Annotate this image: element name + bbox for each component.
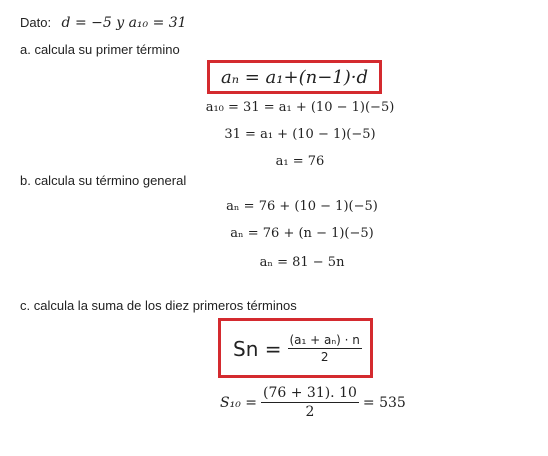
given-data-line	[20, 14, 187, 32]
sum-result-rhs: = 535	[362, 394, 406, 411]
given-formula: d = −5 y a₁₀ = 31	[61, 15, 187, 31]
general-term-formula: aₙ = a₁+(n−1)·d	[221, 67, 368, 88]
part-b-step-1: aₙ = 76 + (10 − 1)(−5)	[226, 199, 378, 214]
part-b-step-2: aₙ = 76 + (n − 1)(−5)	[230, 226, 374, 241]
sum-result	[220, 385, 406, 420]
sum-result-fraction	[261, 385, 359, 420]
sum-formula-fraction	[288, 333, 362, 364]
sum-formula-box	[218, 318, 373, 378]
part-a-step-2: 31 = a₁ + (10 − 1)(−5)	[224, 127, 376, 142]
part-a-step-3: a₁ = 76	[275, 154, 325, 169]
sum-result-denominator: 2	[305, 404, 315, 420]
sum-formula-numerator: (a₁ + aₙ) · n	[289, 333, 360, 347]
sum-result-numerator: (76 + 31). 10	[263, 385, 357, 401]
given-label: Dato:	[20, 15, 52, 30]
part-a-heading: a. calcula su primer término	[20, 42, 180, 57]
sum-result-lhs: S₁₀ =	[220, 394, 257, 411]
sum-formula	[233, 333, 362, 364]
part-b-step-3: aₙ = 81 − 5n	[259, 255, 345, 270]
part-c-heading: c. calcula la suma de los diez primeros términos	[20, 298, 297, 313]
sum-formula-denominator: 2	[320, 350, 329, 364]
part-a-step-1: a₁₀ = 31 = a₁ + (10 − 1)(−5)	[205, 100, 395, 115]
general-term-formula-box	[207, 60, 382, 94]
part-b-heading: b. calcula su término general	[20, 173, 187, 188]
sum-formula-lhs: Sn =	[233, 336, 282, 361]
